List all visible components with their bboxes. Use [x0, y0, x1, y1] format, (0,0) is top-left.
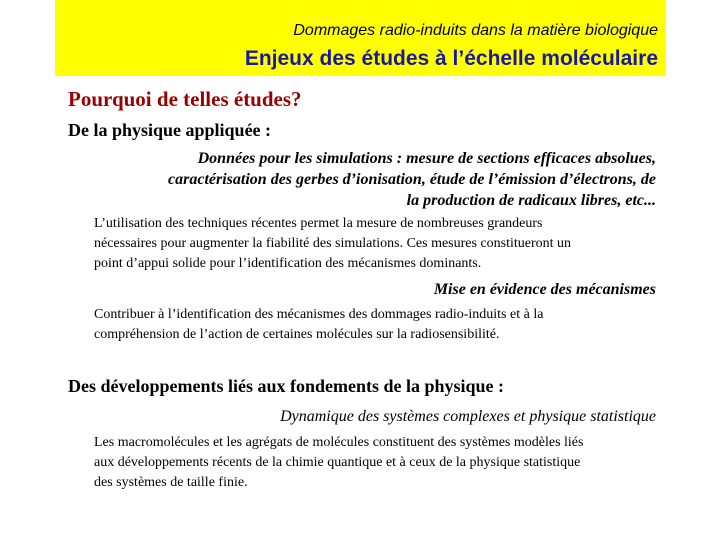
italic-line: Données pour les simulations : mesure de sections efficaces absolues, — [197, 150, 656, 167]
italic-line: la production de radicaux libres, etc... — [406, 192, 656, 209]
italic-line: caractérisation des gerbes d’ionisation, étude de l’émission d’électrons, de — [168, 171, 656, 188]
section1-paragraph2 — [94, 305, 543, 345]
paragraph-line: Les macromolécules et les agrégats de molécules constituent des systèmes modèles liés — [94, 435, 584, 450]
section1-title: De la physique appliquée : — [68, 120, 272, 140]
banner-title: Enjeux des études à l’échelle moléculaire — [244, 47, 658, 70]
section1-italic-block — [168, 148, 656, 211]
title-banner — [55, 0, 666, 76]
main-heading: Pourquoi de telles études? — [68, 87, 302, 111]
paragraph-line: L’utilisation des techniques récentes permet la mesure de nombreuses grandeurs — [94, 216, 543, 231]
paragraph-line: point d’appui solide pour l’identification des mécanismes dominants. — [94, 256, 482, 271]
section2-paragraph — [94, 433, 583, 493]
paragraph-line: compréhension de l’action de certaines molécules sur la radiosensibilité. — [94, 327, 500, 342]
section1-paragraph1 — [94, 214, 571, 274]
paragraph-line: Contribuer à l’identification des mécanismes des dommages radio-induits et à la — [94, 307, 544, 322]
paragraph-line: aux développements récents de la chimie quantique et à ceux de la physique statistique — [94, 455, 581, 470]
section1-subtitle2: Mise en évidence des mécanismes — [433, 281, 656, 298]
paragraph-line: des systèmes de taille finie. — [94, 475, 248, 490]
section2-title: Des développements liés aux fondements de la physique : — [68, 376, 505, 396]
section2-subtitle: Dynamique des systèmes complexes et physique statistique — [280, 408, 656, 425]
paragraph-line: nécessaires pour augmenter la fiabilité des simulations. Ces mesures constitueront un — [94, 236, 572, 251]
banner-subtitle: Dommages radio-induits dans la matière biologique — [293, 22, 658, 39]
